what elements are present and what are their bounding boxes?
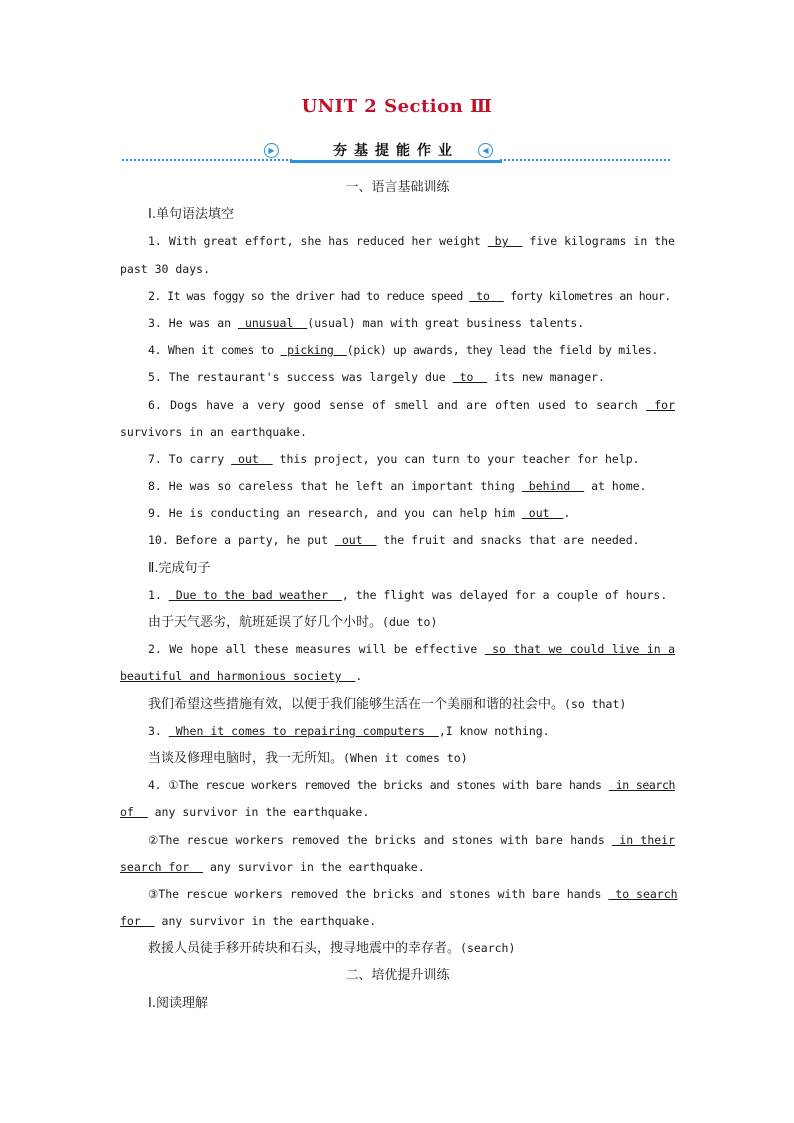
sentence-4-2-cont xyxy=(120,854,675,881)
q5-answer: to xyxy=(452,370,488,385)
s1-hint: (due to) xyxy=(382,615,438,629)
question-6 xyxy=(120,392,675,419)
s3-hint: (When it comes to) xyxy=(343,750,468,765)
q4-answer: picking xyxy=(280,343,347,358)
s4-chinese: 救援人员徒手移开砖块和石头，搜寻地震中的幸存者。 xyxy=(148,941,461,957)
part-heading-grammar: Ⅰ.单句语法填空 xyxy=(148,207,234,223)
s3-text-end: ,I know nothing. xyxy=(438,723,550,738)
homework-banner xyxy=(122,140,670,164)
s1-answer: Due to the bad weather xyxy=(168,587,342,602)
q1-text: 1. With great effort, she has reduced her weight xyxy=(148,234,488,249)
q7-answer: out xyxy=(231,451,273,466)
q5-text-end: its new manager. xyxy=(487,370,605,385)
sentence-1-chinese xyxy=(120,609,675,636)
q7-text: 7. To carry xyxy=(148,451,232,466)
q1-text-end: five kilograms in the xyxy=(522,234,675,249)
part-heading-sentences: Ⅱ.完成句子 xyxy=(148,560,211,576)
question-1 xyxy=(120,228,675,255)
sentence-2-chinese xyxy=(120,691,675,718)
q4-text: 4. When it comes to xyxy=(148,343,281,358)
q5-text: 5. The restaurant's success was largely due xyxy=(148,370,453,385)
sentence-3-chinese xyxy=(120,745,675,772)
sentence-2-cont xyxy=(120,663,675,690)
s4-3-text: ③The rescue workers removed the bricks and stones with bare hands xyxy=(148,886,609,901)
s2-chinese: 我们希望这些措施有效，以便于我们能够生活在一个美丽和谐的社会中。 xyxy=(148,696,565,712)
s2-text-end: . xyxy=(355,669,363,684)
s2-text: 2. We hope all these measures will be effective xyxy=(148,642,485,657)
question-1-cont: past 30 days. xyxy=(120,261,211,276)
sentence-4-2 xyxy=(120,827,675,854)
s1-text-end: , the flight was delayed for a couple of hours. xyxy=(341,587,668,602)
page-title: UNIT 2 Section Ⅲ xyxy=(301,96,493,117)
play-right-icon: ▶ xyxy=(264,143,279,158)
sentence-4-3 xyxy=(120,881,678,908)
sentence-4-1 xyxy=(120,772,675,799)
sentence-2 xyxy=(120,636,675,663)
q3-text: 3. He was an xyxy=(148,315,239,330)
s2-hint: (so that) xyxy=(564,696,627,711)
s4-1-answer: in search xyxy=(608,778,675,793)
q6-answer: for xyxy=(645,397,675,412)
play-left-icon: ◀ xyxy=(478,143,493,158)
sentence-4-1-cont xyxy=(120,799,675,826)
s4-3-text-end: any survivor in the earthquake. xyxy=(154,914,377,929)
s4-3-answer: to search xyxy=(608,886,678,901)
s4-1-text-end: any survivor in the earthquake. xyxy=(147,805,370,820)
q6-text: 6. Dogs have a very good sense of smell and are often used to search xyxy=(148,397,646,412)
dotted-divider-left xyxy=(122,159,292,161)
q9-answer: out xyxy=(521,506,564,521)
dotted-divider-right xyxy=(500,159,670,161)
s4-2-answer-cont: search for xyxy=(120,859,204,874)
worksheet-body xyxy=(120,174,678,1017)
question-6-cont: survivors in an earthquake. xyxy=(120,424,307,439)
question-8 xyxy=(120,473,675,500)
sentence-1 xyxy=(120,582,675,609)
s2-answer-cont: beautiful and harmonious society xyxy=(120,669,356,684)
question-4 xyxy=(120,337,675,364)
q1-answer: by xyxy=(487,234,523,249)
sentence-4-3-cont xyxy=(120,908,675,935)
q9-text: 9. He is conducting an research, and you can help him xyxy=(148,506,522,521)
q8-text-end: at home. xyxy=(584,479,647,494)
q8-text: 8. He was so careless that he left an important thing xyxy=(148,479,522,494)
q3-text-end: (usual) man with great business talents. xyxy=(307,315,585,330)
banner-label: 夯基提能作业 xyxy=(333,143,459,159)
question-10 xyxy=(120,527,675,554)
part-heading-reading: Ⅰ.阅读理解 xyxy=(148,995,208,1011)
q4-text-end: (pick) up awards, they lead the field by miles. xyxy=(346,343,659,358)
s4-2-text-end: any survivor in the earthquake. xyxy=(203,859,425,874)
question-2 xyxy=(120,283,675,310)
s2-answer: so that we could live in a xyxy=(484,642,676,657)
q10-text: 10. Before a party, he put xyxy=(148,533,335,548)
section-heading-1: 一、语言基础训练 xyxy=(345,180,450,195)
banner-label-box xyxy=(290,140,502,163)
section-heading-2: 二、培优提升训练 xyxy=(345,968,450,984)
q2-text: 2. It was foggy so the driver had to reduce speed xyxy=(148,288,470,303)
s4-1-answer-cont: of xyxy=(120,805,148,820)
s4-2-answer: in their xyxy=(612,832,676,847)
s3-num: 3. xyxy=(148,723,169,738)
s3-chinese: 当谈及修理电脑时，我一无所知。 xyxy=(148,750,344,766)
q9-text-end: . xyxy=(563,506,571,521)
q7-text-end: this project, you can turn to your teacher for help. xyxy=(272,451,640,466)
sentence-4-chinese xyxy=(120,935,675,962)
s1-chinese: 由于天气恶劣，航班延误了好几个小时。 xyxy=(148,615,383,630)
q2-text-end: forty kilometres an hour. xyxy=(503,288,671,303)
question-5 xyxy=(120,364,675,391)
s4-hint: (search) xyxy=(460,941,516,956)
q10-answer: out xyxy=(334,533,377,548)
question-3 xyxy=(120,310,675,337)
question-9 xyxy=(120,500,675,527)
sentence-3 xyxy=(120,718,675,745)
s4-2-text: ②The rescue workers removed the bricks and stones with bare hands xyxy=(148,832,613,847)
question-7 xyxy=(120,446,675,473)
s4-1-text: 4. ①The rescue workers removed the bricks and stones with bare hands xyxy=(148,778,609,793)
s4-3-answer-cont: for xyxy=(120,914,155,929)
q2-answer: to xyxy=(469,288,504,303)
s3-answer: When it comes to repairing computers xyxy=(168,723,439,738)
q8-answer: behind xyxy=(521,479,585,494)
q10-text-end: the fruit and snacks that are needed. xyxy=(376,533,640,548)
q3-answer: unusual xyxy=(238,315,308,330)
s1-num: 1. xyxy=(148,587,169,602)
